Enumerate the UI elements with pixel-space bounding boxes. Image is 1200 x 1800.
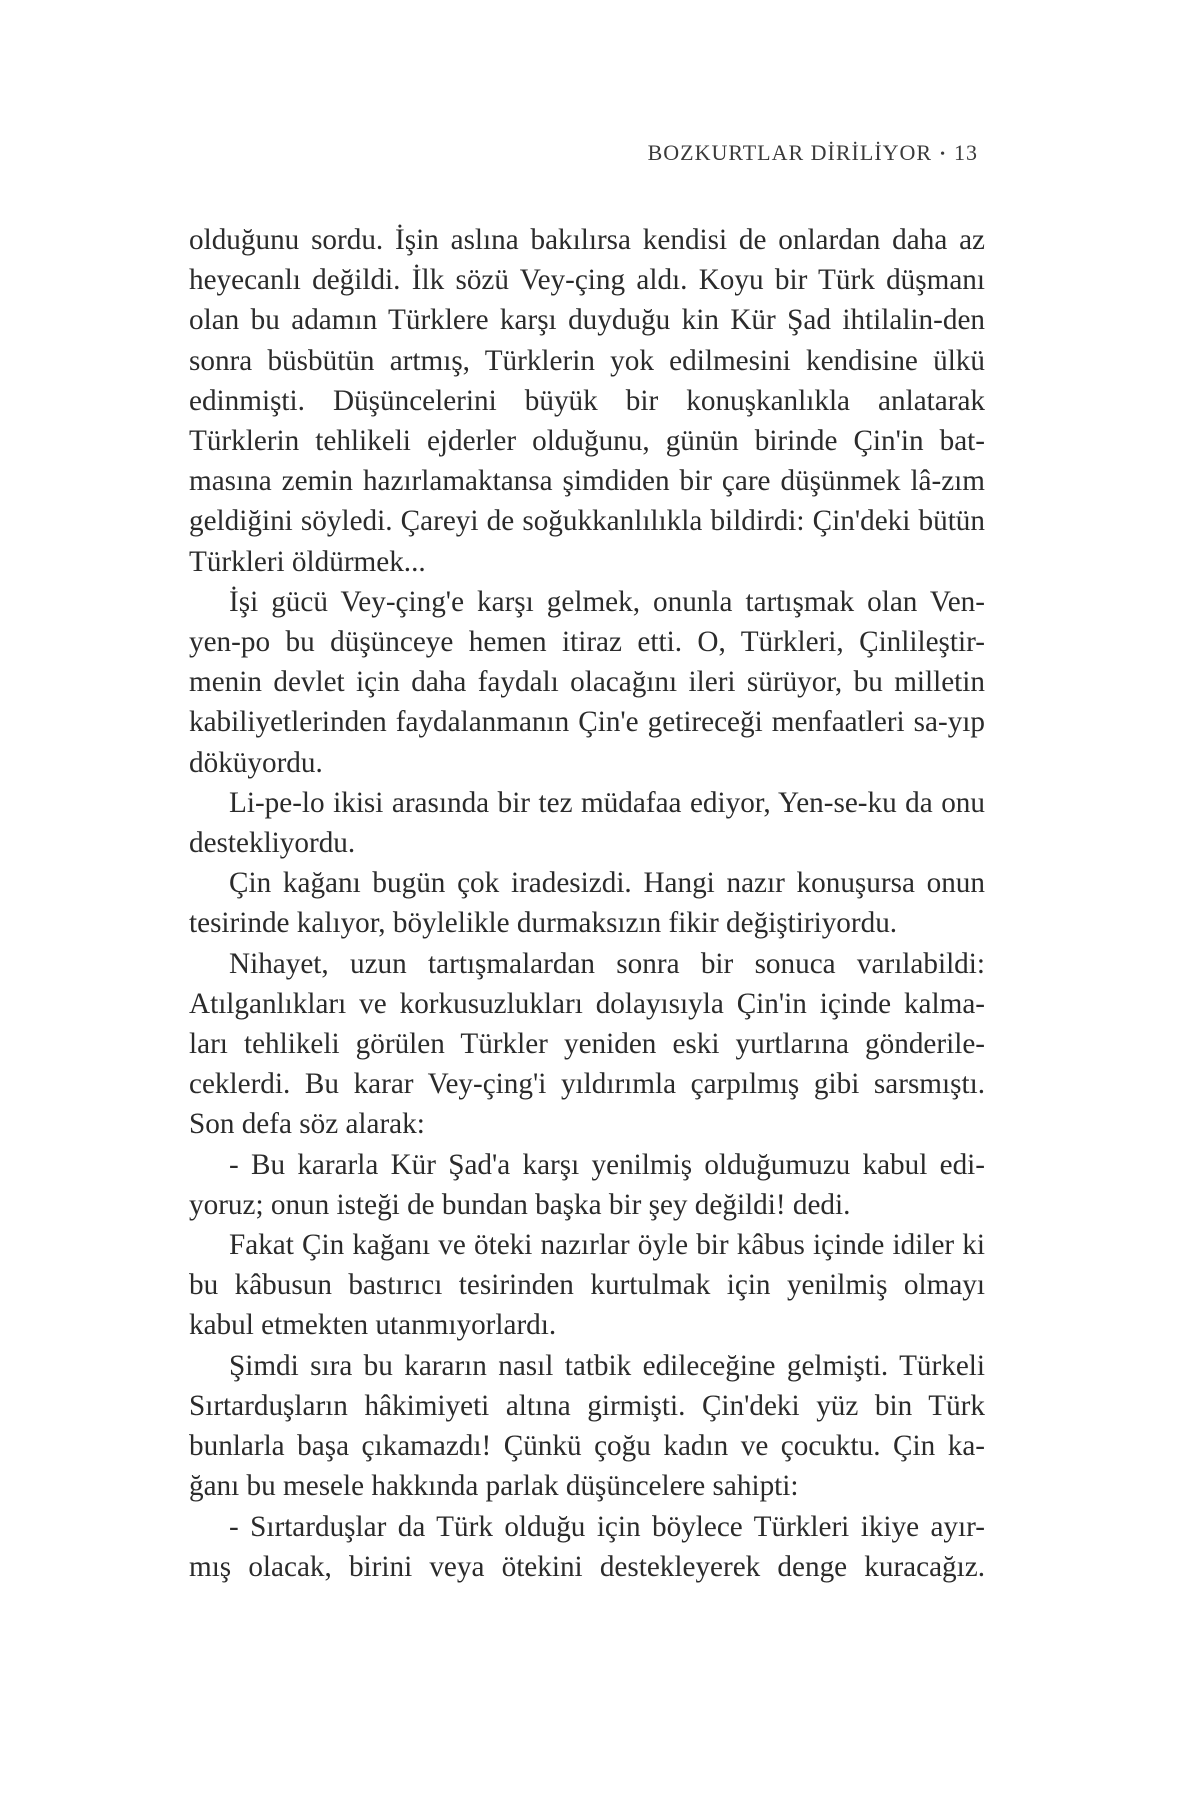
page-number: 13 — [954, 140, 978, 165]
paragraph: Şimdi sıra bu kararın nasıl tatbik edileceğine gelmişti. Türkeli Sırtarduşların hâkimiyeti altına girmişti. Çin'deki yüz bin Türk bunlarla başa çıkamazdı! Çünkü çoğu kadın ve çocuktu. Çin ka-ğanı bu mesele hakkında parlak düşüncelere sahipti: — [189, 1349, 985, 1503]
paragraph: Fakat Çin kağanı ve öteki nazırlar öyle bir kâbus içinde idiler ki bu kâbusun bastırıcı tesirinden kurtulmak için yenilmiş olmayı kabul etmekten utanmıyorlardı. — [189, 1229, 985, 1342]
book-title: BOZKURTLAR DİRİLİYOR — [647, 140, 933, 165]
running-header — [648, 140, 978, 166]
body-text — [189, 220, 985, 1587]
paragraph: Li-pe-lo ikisi arasında bir tez müdafaa ediyor, Yen-se-ku da onu destekliyordu. — [189, 786, 985, 860]
paragraph: - Sırtarduşlar da Türk olduğu için böylece Türkleri ikiye ayır-mış olacak, birini veya ötekini destekleyerek denge kuracağız. — [189, 1510, 985, 1583]
paragraph: İşi gücü Vey-çing'e karşı gelmek, onunla tartışmak olan Ven-yen-po bu düşünceye hemen itiraz etti. O, Türkleri, Çinlileştir-menin devlet için daha faydalı olacağını ileri sürüyor, bu milletin kabiliyetlerinden faydalanmanın Çin'e getireceği menfaatleri sa-yıp döküyordu. — [189, 585, 985, 779]
paragraph: Çin kağanı bugün çok iradesizdi. Hangi nazır konuşursa onun tesirinde kalıyor, böylelikle durmaksızın fikir değiştiriyordu. — [189, 867, 985, 940]
paragraph: olduğunu sordu. İşin aslına bakılırsa kendisi de onlardan daha az heyecanlı değildi. İlk sözü Vey-çing aldı. Koyu bir Türk düşmanı olan bu adamın Türklere karşı duyduğu kin Kür Şad ihtilalin-den sonra büsbütün artmış, Türklerin yok edilmesini kendisine ülkü edinmişti. Düşüncelerini büyük bir konuşkanlıkla anlatarak Türklerin tehlikeli ejderler olduğunu, günün birinde Çin'in bat-masına zemin hazırlamaktansa şimdiden bir çare düşünmek lâ-zım geldiğini söyledi. Çareyi de soğukkanlılıkla bildirdi: Çin'deki bütün Türkleri öldürmek... — [189, 224, 985, 578]
paragraph: Nihayet, uzun tartışmalardan sonra bir sonuca varılabildi: Atılganlıkları ve korkusuzlukları dolayısıyla Çin'in içinde kalma-ları tehlikeli görülen Türkler yeniden eski yurtlarına gönderile-ceklerdi. Bu karar Vey-çing'i yıldırımla çarpılmış gibi sarsmıştı. Son defa söz alarak: — [189, 947, 985, 1141]
paragraph: - Bu kararla Kür Şad'a karşı yenilmiş olduğumuzu kabul edi-yoruz; onun isteği de bundan başka bir şey değildi! dedi. — [189, 1148, 985, 1221]
header-separator: • — [940, 146, 946, 162]
